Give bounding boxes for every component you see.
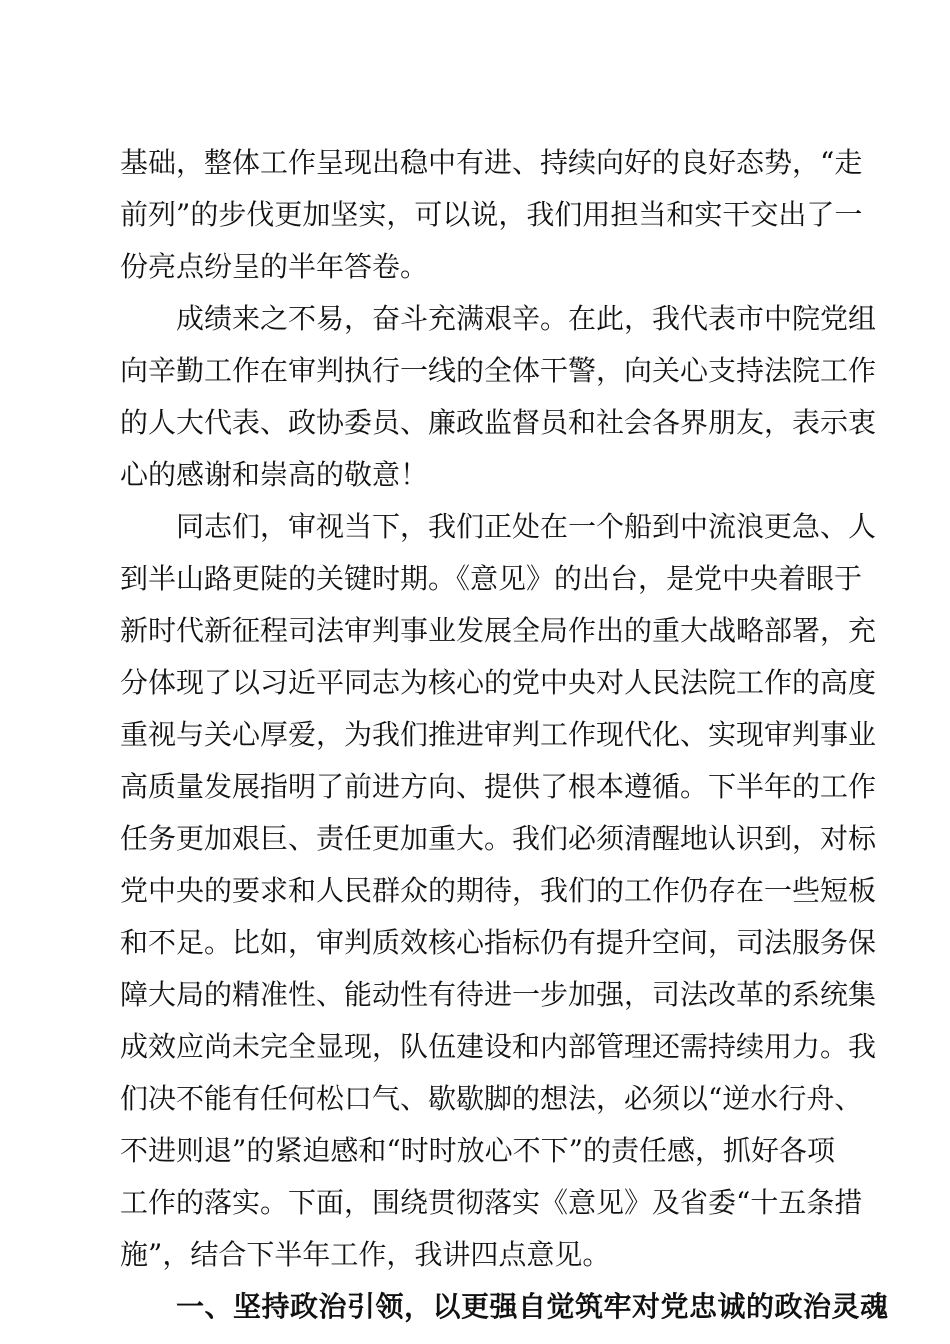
paragraph-line: 成绩来之不易，奋斗充满艰辛。在此，我代表市中院党组: [176, 302, 877, 335]
paragraph-line: 的人大代表、政协委员、廉政监督员和社会各界朋友，表示衷: [120, 406, 877, 439]
paragraph-line: 工作的落实。下面，围绕贯彻落实《意见》及省委“十五条措: [120, 1186, 863, 1219]
paragraph-line: 障大局的精准性、能动性有待进一步加强，司法改革的系统集: [120, 978, 877, 1011]
paragraph-line: 份亮点纷呈的半年答卷。: [120, 250, 429, 283]
paragraph-line: 向辛勤工作在审判执行一线的全体干警，向关心支持法院工作: [120, 354, 877, 387]
paragraph-line: 任务更加艰巨、责任更加重大。我们必须清醒地认识到，对标: [120, 822, 877, 855]
paragraph-line: 高质量发展指明了前进方向、提供了根本遵循。下半年的工作: [120, 770, 877, 803]
paragraph-line: 和不足。比如，审判质效核心指标仍有提升空间，司法服务保: [120, 926, 877, 959]
paragraph-line: 前列”的步伐更加坚实，可以说，我们用担当和实干交出了一: [120, 198, 863, 231]
paragraph-line: 同志们，审视当下，我们正处在一个船到中流浪更急、人: [176, 510, 877, 543]
paragraph-line: 基础，整体工作呈现出稳中有进、持续向好的良好态势，“走: [120, 146, 863, 179]
paragraph-line: 们决不能有任何松口气、歇歇脚的想法，必须以“逆水行舟、: [120, 1082, 863, 1115]
paragraph-line: 新时代新征程司法审判事业发展全局作出的重大战略部署，充: [120, 614, 877, 647]
paragraph-line: 不进则退”的紧迫感和“时时放心不下”的责任感，抓好各项: [120, 1134, 835, 1167]
section-heading: 一、坚持政治引领，以更强自觉筑牢对党忠诚的政治灵魂: [176, 1290, 889, 1323]
paragraph-line: 成效应尚未完全显现，队伍建设和内部管理还需持续用力。我: [120, 1030, 877, 1063]
paragraph-line: 心的感谢和崇高的敬意！: [120, 458, 429, 491]
paragraph-line: 党中央的要求和人民群众的期待，我们的工作仍存在一些短板: [120, 874, 877, 907]
paragraph-line: 分体现了以习近平同志为核心的党中央对人民法院工作的高度: [120, 666, 877, 699]
paragraph-line: 到半山路更陡的关键时期。《意见》的出台，是党中央着眼于: [120, 562, 863, 595]
paragraph-line: 施”，结合下半年工作，我讲四点意见。: [120, 1238, 611, 1271]
paragraph-line: 重视与关心厚爱，为我们推进审判工作现代化、实现审判事业: [120, 718, 877, 751]
